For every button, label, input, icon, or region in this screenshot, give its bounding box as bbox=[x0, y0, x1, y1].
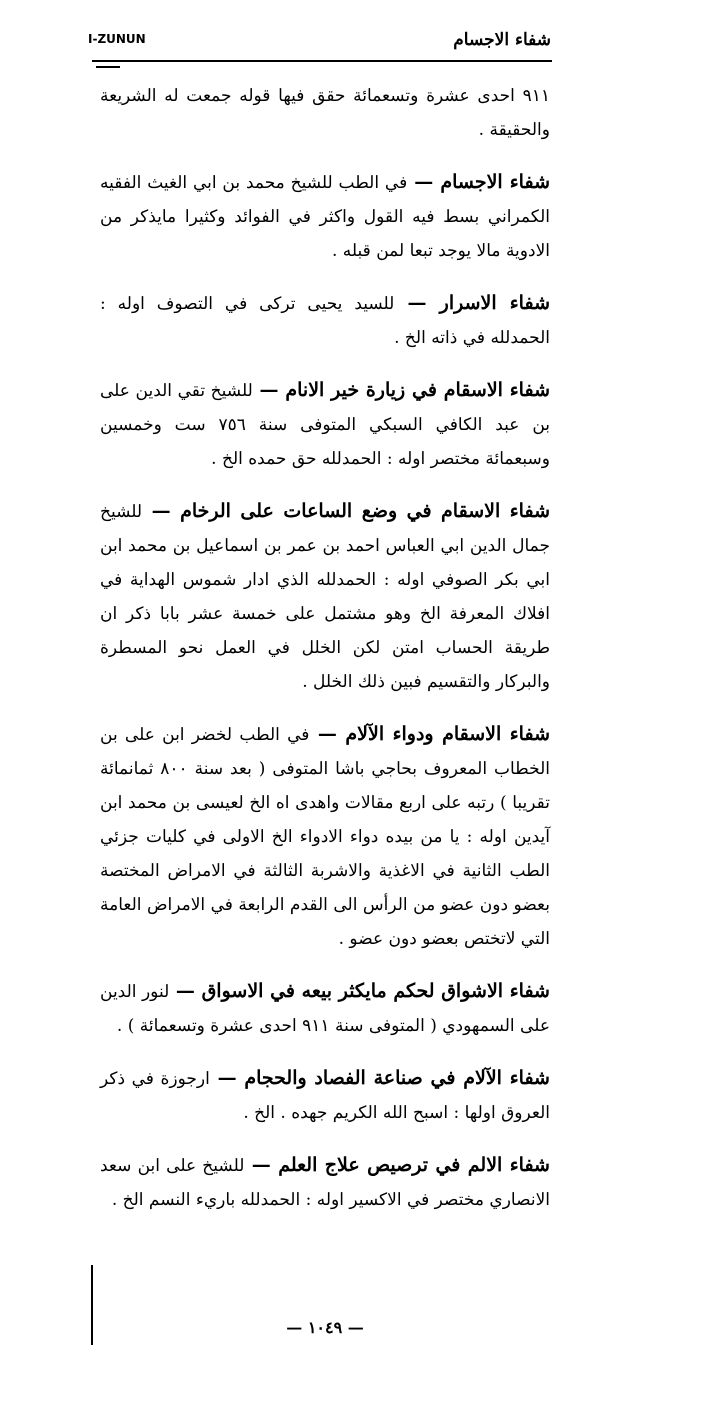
entry bbox=[100, 286, 550, 355]
entry-body: للشيخ على ابن سعد الانصاري مختصر في الاكسير اوله : الحمدلله باريء النسم الخ . bbox=[100, 1156, 550, 1210]
entry bbox=[100, 165, 550, 268]
page-header bbox=[88, 30, 551, 56]
running-code: I-ZUNUN bbox=[88, 32, 146, 46]
header-rule-dash bbox=[96, 66, 120, 68]
entry bbox=[100, 494, 550, 699]
entry-body: في الطب لخضر ابن على بن الخطاب المعروف بحاجي باشا المتوفى ( بعد سنة ٨٠٠ ثمانمائة تقريبا ) رتبه على اربع مقالات واهدى اه الخ لعيسى بن محمد ابن آيدين اوله : يا من بيده دواء الادواء الخ الاولى في كليات جزئي الطب الثانية في الاغذية والاشربة الثالثة في الامراض المختصة بعضو دون عضو من الرأس الى القدم الرابعة في الامراض العامة التي لاتختص بعضو دون عضو . bbox=[100, 725, 550, 949]
entry-body: للشيخ جمال الدين ابي العباس احمد بن عمر بن اسماعيل بن محمد ابن ابي بكر الصوفي اوله : الحمدلله الذي ادار شموس الهداية في افلاك المعرفة الخ وهو مشتمل على خمسة عشر بابا ذكر ان طريقة الحساب امتن لكن الخلل في العمل نحو المسطرة والبركار والتقسيم فبين ذلك الخلل . bbox=[100, 502, 550, 692]
text-body bbox=[100, 78, 550, 1235]
entry-title: شفاء الآلام في صناعة الفصاد والحجام — bbox=[209, 1067, 550, 1089]
entry bbox=[100, 373, 550, 476]
entry-body: ارجوزة في ذكر العروق اولها : اسبح الله الكريم جهده . الخ . bbox=[100, 1069, 550, 1123]
entry bbox=[100, 974, 550, 1043]
running-title: شفاء الاجسام bbox=[453, 30, 551, 50]
header-rule bbox=[92, 60, 552, 62]
entry bbox=[100, 1148, 550, 1217]
entry-body: للسيد يحيى تركى في التصوف اوله : الحمدلله في ذاته الخ . bbox=[100, 294, 550, 348]
entry bbox=[100, 78, 550, 147]
entry bbox=[100, 717, 550, 956]
entry-title: شفاء الاشواق لحكم مايكثر بيعه في الاسواق — bbox=[169, 980, 550, 1002]
entry-title: شفاء الاجسام — bbox=[407, 171, 550, 193]
entry bbox=[100, 1061, 550, 1130]
entry-title: شفاء الالم في ترصيص علاج العلم — bbox=[244, 1154, 550, 1176]
entry-body: في الطب للشيخ محمد بن ابي الغيث الفقيه الكمراني بسط فيه القول واكثر في الفوائد وكثيرا مايذكر من الادوية مالا يوجد تبعا لمن قبله . bbox=[100, 173, 550, 261]
page-number: — ١٠٤٩ — bbox=[286, 1318, 364, 1337]
entry-body: للشيخ تقي الدين على بن عبد الكافي السبكي المتوفى سنة ٧٥٦ ست وخمسين وسبعمائة مختصر اوله : الحمدلله حق حمده الخ . bbox=[100, 381, 550, 469]
entry-title: شفاء الاسقام في وضع الساعات على الرخام — bbox=[142, 500, 550, 522]
entry-title: شفاء الاسقام في زيارة خير الانام — bbox=[252, 379, 550, 401]
entry-body: لنور الدين على السمهودي ( المتوفى سنة ٩١١ احدى عشرة وتسعمائة ) . bbox=[100, 982, 550, 1036]
margin-mark bbox=[91, 1265, 93, 1345]
entry-body: ٩١١ احدى عشرة وتسعمائة حقق فيها قوله جمعت له الشريعة والحقيقة . bbox=[100, 86, 550, 140]
entry-title: شفاء الاسقام ودواء الآلام — bbox=[309, 723, 550, 745]
entry-title: شفاء الاسرار — bbox=[394, 292, 550, 314]
